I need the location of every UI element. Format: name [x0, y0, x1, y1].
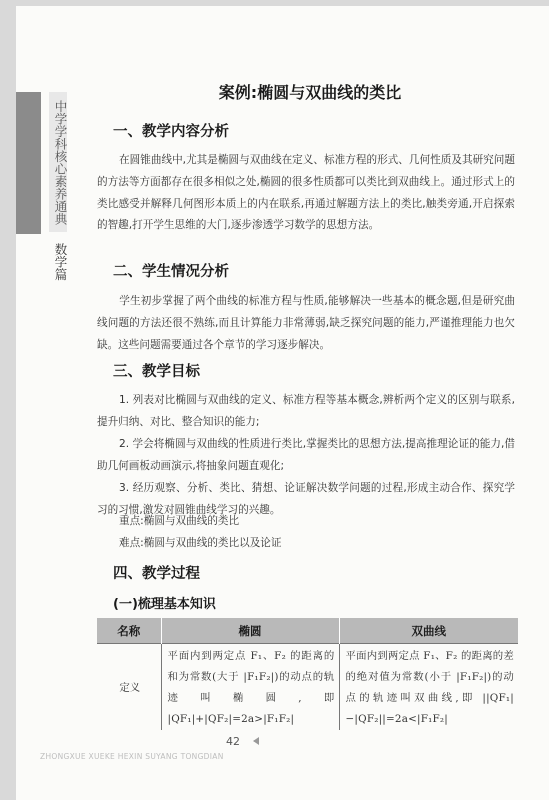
ellipse-definition: 平面内到两定点 F₁、F₂ 的距离的和为常数(大于 |F₁F₂|)的动点的轨迹叫椭圆,即 |QF₁|+|QF₂|=2a>|F₁F₂| — [161, 644, 339, 731]
section-heading-teaching-goals: 三、教学目标 — [113, 364, 200, 380]
footer-running-text: ZHONGXUE XUEKE HEXIN SUYANG TONGDIAN — [40, 752, 224, 761]
table-row — [97, 644, 518, 731]
page-number: 42 — [226, 735, 240, 748]
header-ellipse: 椭圆 — [161, 618, 339, 644]
series-title: 中学学科核心素养通典 — [49, 92, 67, 232]
page-arrow-icon — [253, 737, 259, 745]
student-analysis-paragraph: 学生初步掌握了两个曲线的标准方程与性质,能够解决一些基本的概念题,但是研究曲线问题的方法还很不熟练,而且计算能力非常薄弱,缺乏探究问题的能力,严谨推理能力也欠缺。这些问题需要通过各个章节的学习逐步解决。 — [97, 295, 515, 351]
volume-label: 数学篇 — [53, 243, 68, 281]
case-title: 案例:椭圆与双曲线的类比 — [218, 83, 402, 102]
goal-2: 2. 学会将椭圆与双曲线的性质进行类比,掌握类比的思想方法,提高推理论证的能力,借助几何画板动画演示,将抽象问题直观化; — [97, 438, 515, 472]
goal-1: 1. 列表对比椭圆与双曲线的定义、标准方程等基本概念,辨析两个定义的区别与联系,提升归纳、对比、整合知识的能力; — [97, 394, 515, 428]
difficulty-point: 难点:椭圆与双曲线的类比以及论证 — [119, 537, 282, 549]
row-label-definition: 定义 — [97, 644, 161, 731]
header-name: 名称 — [97, 618, 161, 644]
subsection-heading-basic-knowledge: (一)梳理基本知识 — [113, 597, 216, 612]
hyperbola-definition: 平面内到两定点 F₁、F₂ 的距离的差的绝对值为常数(小于 |F₁F₂|)的动点的轨迹叫双曲线,即 ||QF₁|−|QF₂||=2a<|F₁F₂| — [339, 644, 518, 731]
content-analysis-paragraph: 在圆锥曲线中,尤其是椭圆与双曲线在定义、标准方程的形式、几何性质及其研究问题的方法等方面都存在很多相似之处,椭圆的很多性质都可以类比到双曲线上。通过形式上的类比感受并解释几何图形本质上的内在联系,再通过解题方法上的类比,触类旁通,开启探索的智趣,打开学生思维的大门,逐步渗透学习数学的思想方法。 — [97, 154, 515, 232]
section-heading-teaching-process: 四、教学过程 — [113, 566, 200, 582]
side-tab — [16, 92, 41, 234]
comparison-table — [97, 618, 518, 730]
header-hyperbola: 双曲线 — [339, 618, 518, 644]
goal-3: 3. 经历观察、分析、类比、猜想、论证解决数学问题的过程,形成主动合作、探究学习的习惯,激发对圆锥曲线学习的兴趣。 — [97, 482, 515, 516]
key-point: 重点:椭圆与双曲线的类比 — [119, 515, 240, 527]
table-header-row — [97, 618, 518, 644]
section-heading-content-analysis: 一、教学内容分析 — [113, 124, 229, 140]
section-heading-student-analysis: 二、学生情况分析 — [113, 264, 229, 280]
